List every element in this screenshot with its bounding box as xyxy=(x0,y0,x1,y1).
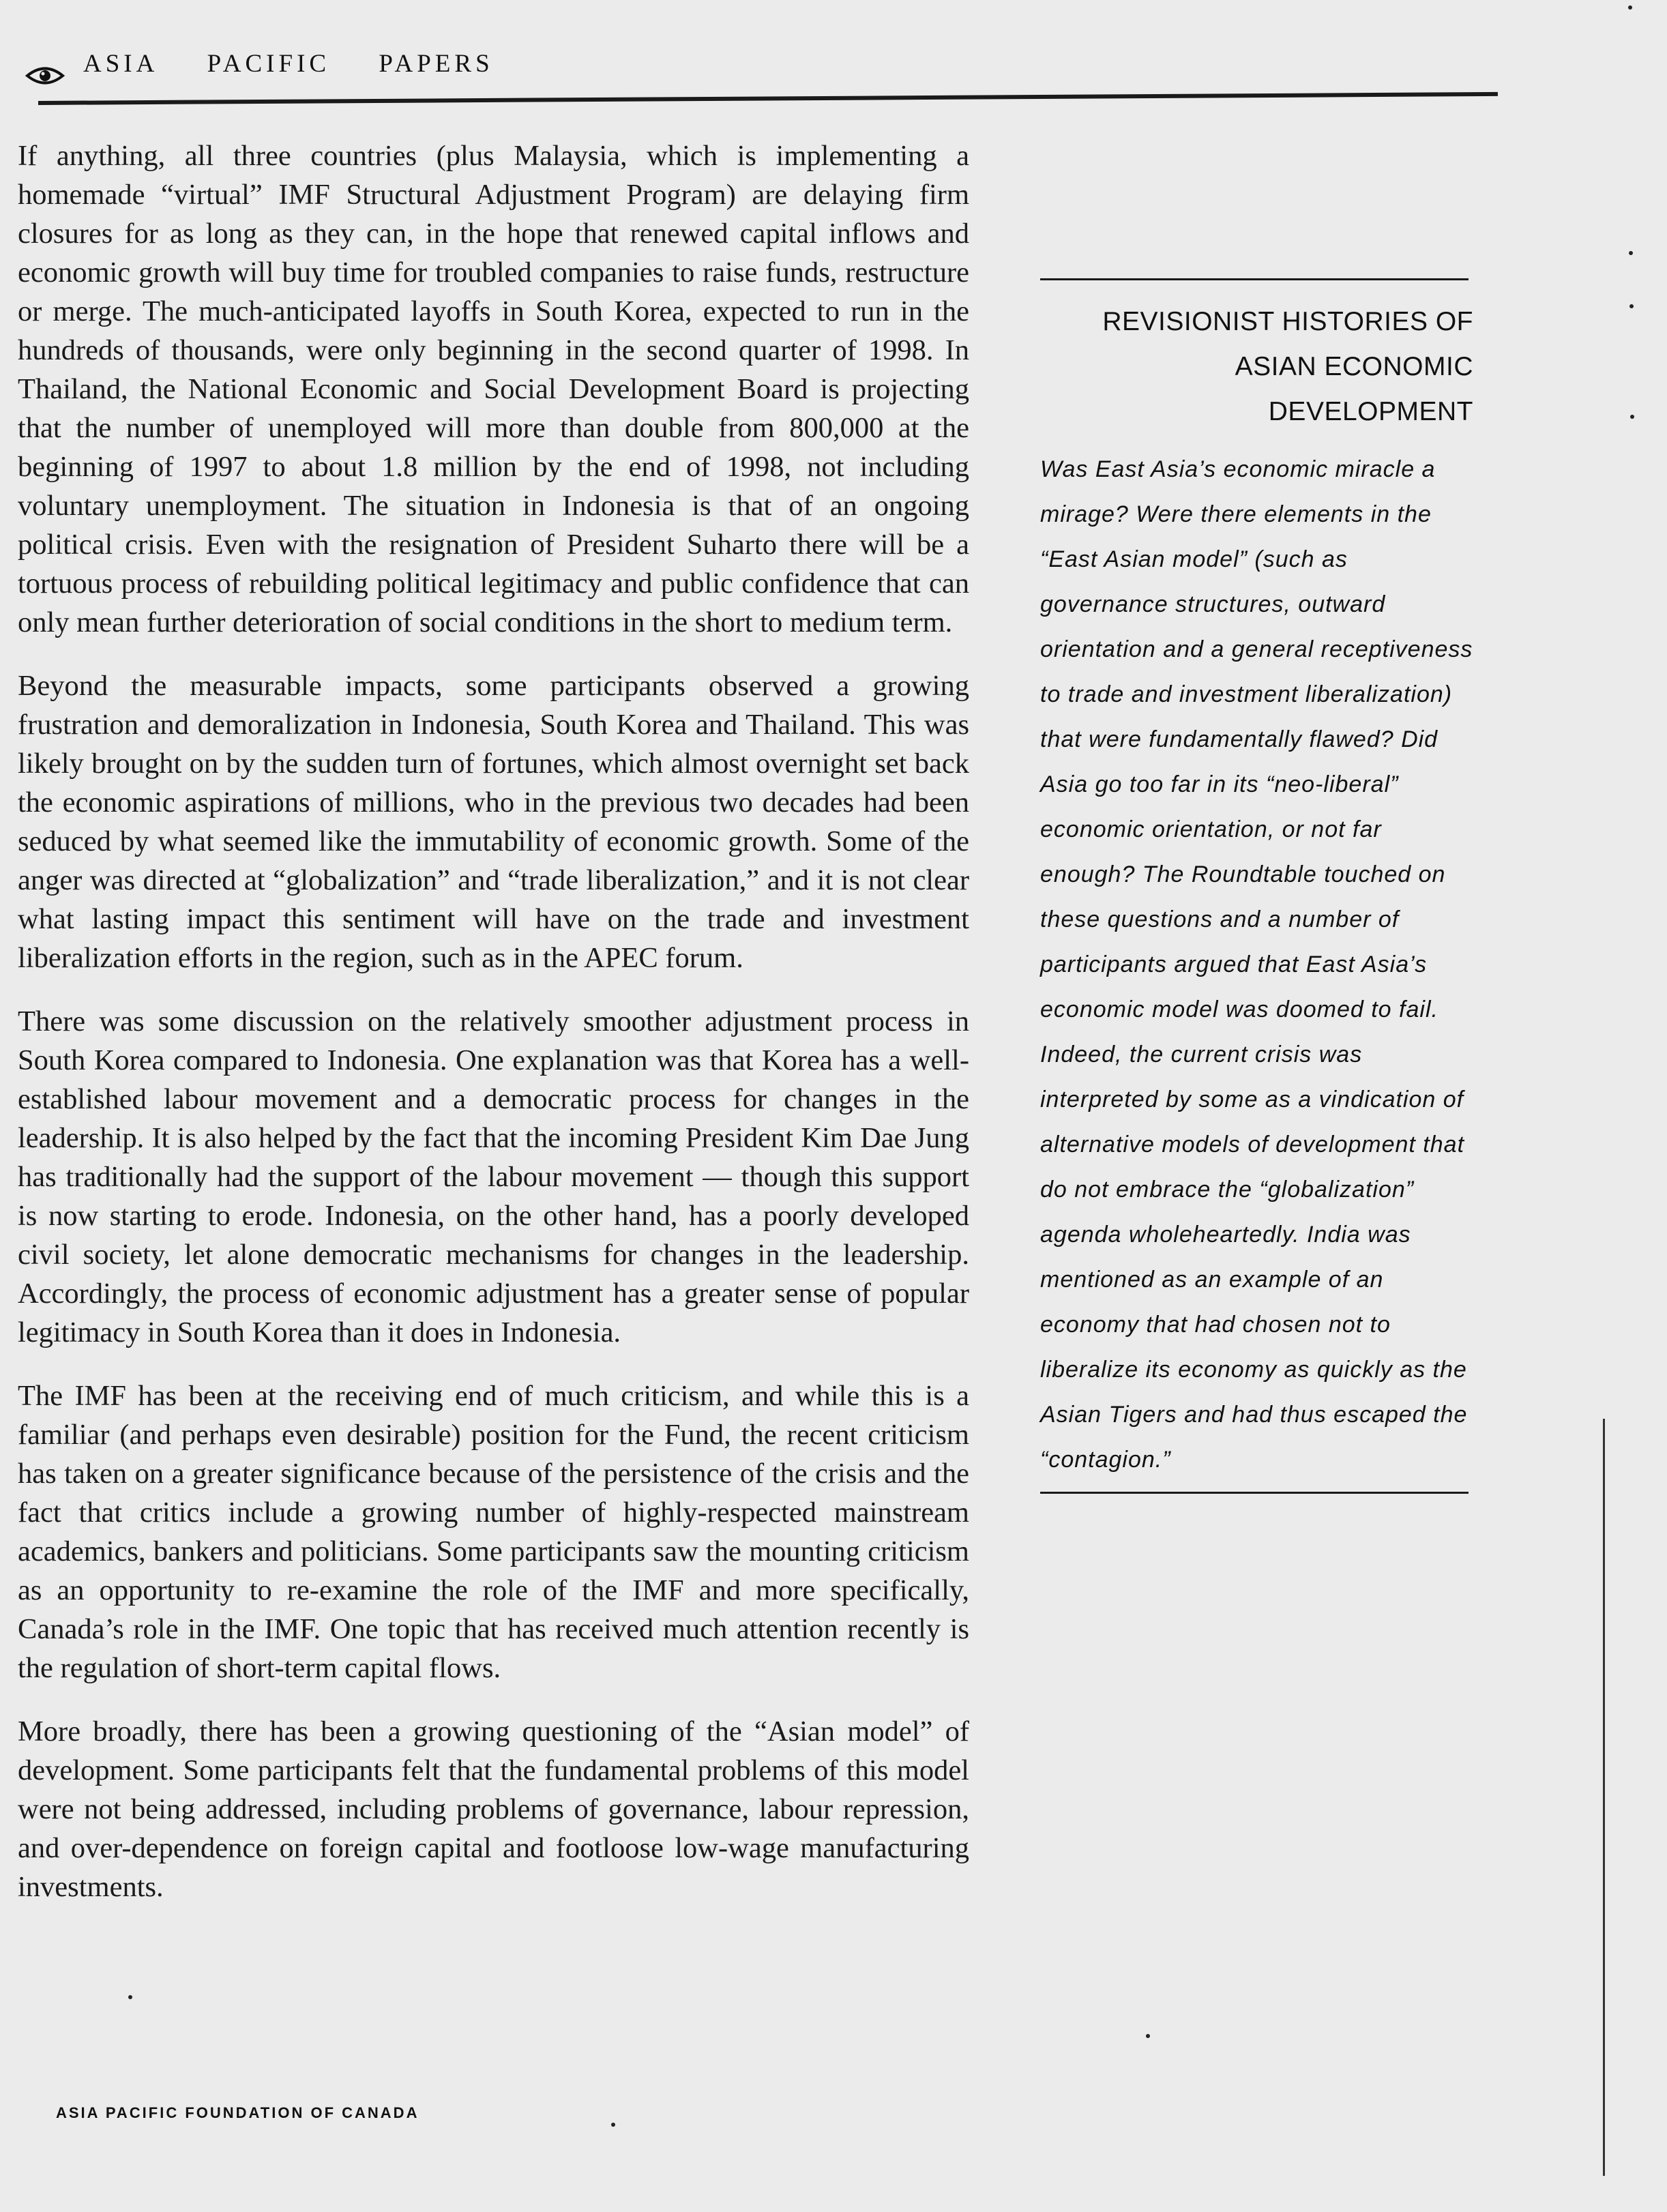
main-text-column xyxy=(18,136,969,1931)
sidebar-top-rule xyxy=(1040,278,1469,280)
header-word-asia: ASIA xyxy=(83,50,159,78)
sidebar-title-line: REVISIONIST HISTORIES OF xyxy=(1102,307,1473,336)
header-word-pacific: PACIFIC xyxy=(207,50,331,78)
header-title xyxy=(83,49,532,78)
header-rule xyxy=(38,92,1498,105)
scan-speck xyxy=(1630,415,1634,419)
sidebar-title-line: ASIAN ECONOMIC xyxy=(1235,352,1473,381)
header-word-papers: PAPERS xyxy=(379,50,494,78)
sidebar-bottom-rule xyxy=(1040,1492,1469,1494)
sidebar-body: Was East Asia’s economic miracle a mirage? Were there elements in the “East Asian model” (such as governance structures, outward orientation and a general receptiveness to trade and investment liberalization) that were fundamentally flawed? Did Asia go too far in its “neo-liberal” economic orientation, or not far enough? The Roundtable touched on these questions and a number of participants argued that East Asia’s economic model was doomed to fail. Indeed, the current crisis was interpreted by some as a vindication of alternative models of development that do not embrace the “globalization” agenda wholeheartedly. India was mentioned as an example of an economy that had chosen not to liberalize its economy as quickly as the Asian Tigers and had thus escaped the “contagion.” xyxy=(1040,456,1473,1473)
paragraph-4: The IMF has been at the receiving end of much criticism, and while this is a familiar (and perhaps even desirable) position for the Fund, the recent criticism has taken on a greater significance because of the persistence of the crisis and the fact that critics include a growing number of highly-respected mainstream academics, bankers and politicians. Some participants saw the mounting criticism as an opportunity to re-examine the role of the IMF and more specifically, Canada’s role in the IMF. One topic that has received much attention recently is the regulation of short-term capital flows. xyxy=(18,1380,969,1684)
sidebar-title-line: DEVELOPMENT xyxy=(1268,397,1473,426)
paragraph-1: If anything, all three countries (plus Malaysia, which is implementing a homemade “virtual” IMF Structural Adjustment Program) are delaying firm closures for as long as they can, in the hope that renewed capital inflows and economic growth will buy time for troubled companies to raise funds, restructure or merge. The much-anticipated layoffs in South Korea, expected to run in the hundreds of thousands, were only beginning in the second quarter of 1998. In Thailand, the National Economic and Social Development Board is projecting that the number of unemployed will more than double from 800,000 at the beginning of 1997 to about 1.8 million by the end of 1998, not including voluntary unemployment. The situation in Indonesia is that of an ongoing political crisis. Even with the resignation of President Suharto there will be a tortuous process of rebuilding political legitimacy and public confidence that can only mean further deterioration of social conditions in the short to medium term. xyxy=(18,140,969,638)
sidebar-box xyxy=(1040,278,1473,1494)
scan-speck xyxy=(1629,304,1634,308)
scan-speck xyxy=(1629,251,1633,255)
scan-speck xyxy=(611,2123,615,2127)
eye-logo-icon xyxy=(25,63,65,89)
scan-speck xyxy=(1628,5,1632,10)
page-header xyxy=(25,40,1474,94)
page-footer: ASIA PACIFIC FOUNDATION OF CANADA xyxy=(56,2104,419,2121)
paragraph-3: There was some discussion on the relatively smoother adjustment process in South Korea compared to Indonesia. One explanation was that Korea has a well-established labour movement and a democratic process for changes in the leadership. It is also helped by the fact that the incoming President Kim Dae Jung has traditionally had the support of the labour movement — though this support is now starting to erode. Indonesia, on the other hand, has a poorly developed civil society, let alone democratic mechanisms for changes in the leadership. Accordingly, the process of economic adjustment has a greater sense of popular legitimacy in South Korea than it does in Indonesia. xyxy=(18,1005,969,1348)
scan-speck xyxy=(1146,2034,1150,2038)
paragraph-2: Beyond the measurable impacts, some participants observed a growing frustration and demoralization in Indonesia, South Korea and Thailand. This was likely brought on by the sudden turn of fortunes, which almost overnight set back the economic aspirations of millions, who in the previous two decades had been seduced by what seemed like the immutability of economic growth. Some of the anger was directed at “globalization” and “trade liberalization,” and it is not clear what lasting impact this sentiment will have on the trade and investment liberalization efforts in the region, such as in the APEC forum. xyxy=(18,670,969,974)
paragraph-5: More broadly, there has been a growing questioning of the “Asian model” of development. Some participants felt that the fundamental problems of this model were not being addressed, including problems of governance, labour repression, and over-dependence on foreign capital and footloose low-wage manufacturing investments. xyxy=(18,1715,969,1903)
scan-speck xyxy=(128,1995,132,1999)
margin-binder-line xyxy=(1603,1419,1605,2176)
sidebar-title xyxy=(1040,299,1473,434)
